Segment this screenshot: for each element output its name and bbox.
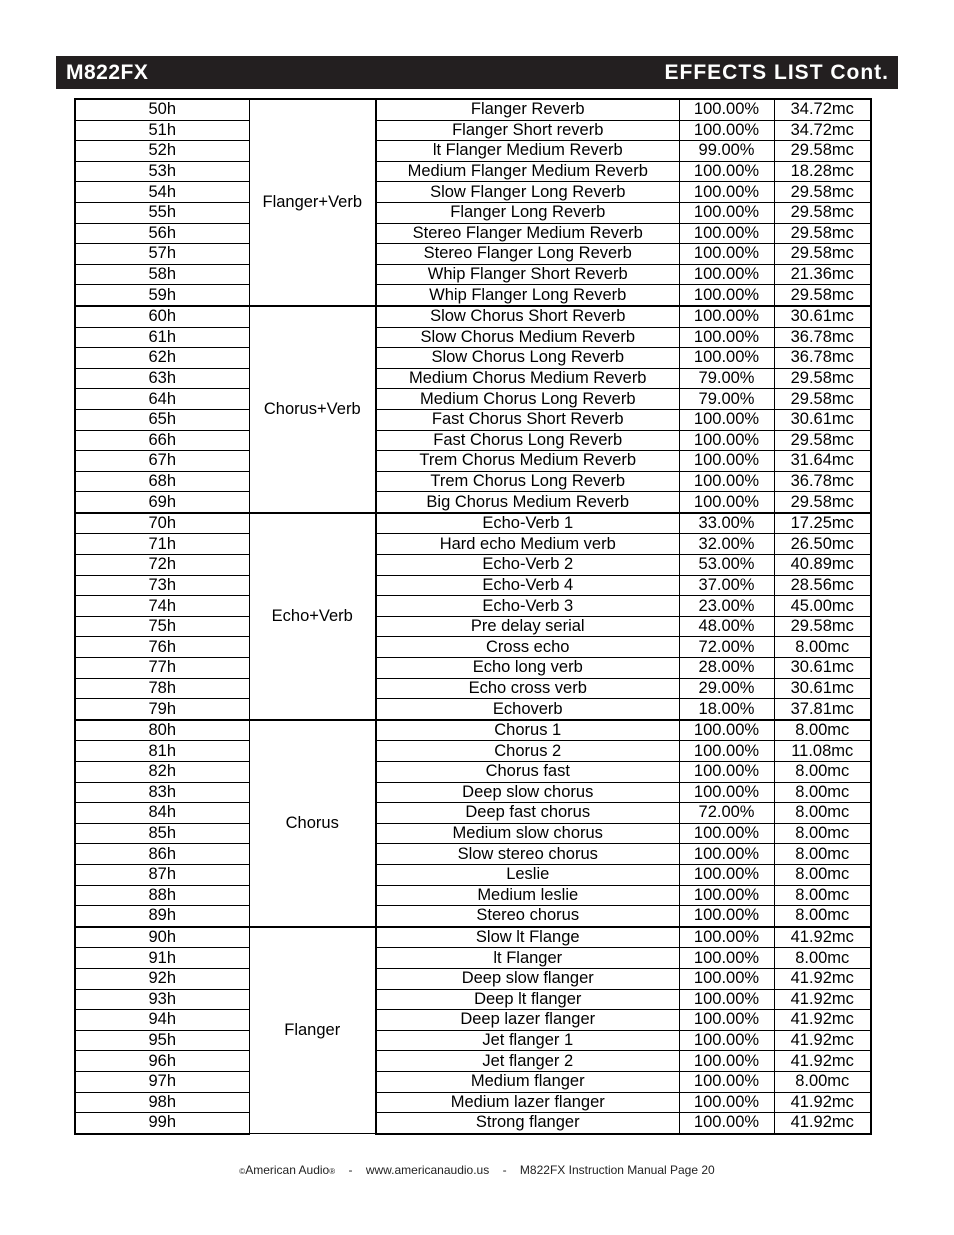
table-row <box>75 1010 871 1031</box>
effect-name-cell: Medium Flanger Medium Reverb <box>376 161 679 182</box>
effect-code-cell: 90h <box>75 927 249 948</box>
effect-code-cell: 83h <box>75 782 249 803</box>
table-row <box>75 720 871 741</box>
effect-code-cell: 68h <box>75 471 249 492</box>
effect-name-cell: Leslie <box>376 864 679 885</box>
table-row <box>75 616 871 637</box>
effect-time-cell: 29.58mc <box>774 430 871 451</box>
page-footer <box>0 1163 954 1177</box>
effect-code-cell: 67h <box>75 451 249 472</box>
effect-name-cell: Stereo Flanger Medium Reverb <box>376 223 679 244</box>
table-row <box>75 596 871 617</box>
effect-category-cell: Echo+Verb <box>249 513 376 720</box>
effect-time-cell: 29.58mc <box>774 616 871 637</box>
effect-name-cell: Deep slow chorus <box>376 782 679 803</box>
table-row <box>75 492 871 513</box>
effect-name-cell: Fast Chorus Long Reverb <box>376 430 679 451</box>
table-row <box>75 348 871 369</box>
effect-code-cell: 85h <box>75 823 249 844</box>
effect-percent-cell: 100.00% <box>679 968 774 989</box>
effect-name-cell: Jet flanger 2 <box>376 1051 679 1072</box>
effect-code-cell: 86h <box>75 844 249 865</box>
effect-category-cell: Chorus+Verb <box>249 306 376 513</box>
effect-percent-cell: 100.00% <box>679 823 774 844</box>
table-row <box>75 782 871 803</box>
effect-name-cell: Whip Flanger Short Reverb <box>376 264 679 285</box>
effect-code-cell: 73h <box>75 575 249 596</box>
effect-code-cell: 82h <box>75 762 249 783</box>
effect-time-cell: 29.58mc <box>774 244 871 265</box>
effect-code-cell: 50h <box>75 99 249 120</box>
table-row <box>75 906 871 927</box>
table-row <box>75 368 871 389</box>
effect-time-cell: 37.81mc <box>774 699 871 720</box>
effect-name-cell: Flanger Long Reverb <box>376 202 679 223</box>
effect-time-cell: 36.78mc <box>774 471 871 492</box>
effect-time-cell: 30.61mc <box>774 409 871 430</box>
effect-code-cell: 97h <box>75 1071 249 1092</box>
effect-percent-cell: 100.00% <box>679 409 774 430</box>
effect-percent-cell: 72.00% <box>679 637 774 658</box>
effect-time-cell: 31.64mc <box>774 451 871 472</box>
table-row <box>75 1030 871 1051</box>
effect-time-cell: 36.78mc <box>774 348 871 369</box>
effect-time-cell: 8.00mc <box>774 1071 871 1092</box>
effect-code-cell: 55h <box>75 202 249 223</box>
effect-percent-cell: 100.00% <box>679 782 774 803</box>
effect-percent-cell: 53.00% <box>679 555 774 576</box>
effect-code-cell: 95h <box>75 1030 249 1051</box>
effect-percent-cell: 100.00% <box>679 885 774 906</box>
effect-percent-cell: 100.00% <box>679 182 774 203</box>
effect-percent-cell: 100.00% <box>679 1071 774 1092</box>
effect-percent-cell: 100.00% <box>679 741 774 762</box>
effect-code-cell: 77h <box>75 658 249 679</box>
table-row <box>75 885 871 906</box>
footer-company: American Audio <box>245 1163 330 1177</box>
table-row <box>75 327 871 348</box>
effect-time-cell: 29.58mc <box>774 368 871 389</box>
table-row <box>75 637 871 658</box>
effect-code-cell: 78h <box>75 678 249 699</box>
effect-name-cell: Big Chorus Medium Reverb <box>376 492 679 513</box>
effect-percent-cell: 100.00% <box>679 927 774 948</box>
effect-code-cell: 87h <box>75 864 249 885</box>
effect-time-cell: 8.00mc <box>774 637 871 658</box>
effect-percent-cell: 79.00% <box>679 368 774 389</box>
effect-percent-cell: 100.00% <box>679 864 774 885</box>
effect-name-cell: Medium leslie <box>376 885 679 906</box>
effect-name-cell: Echo-Verb 2 <box>376 555 679 576</box>
table-row <box>75 285 871 306</box>
table-row <box>75 762 871 783</box>
effect-percent-cell: 100.00% <box>679 285 774 306</box>
effect-time-cell: 40.89mc <box>774 555 871 576</box>
effects-list-table <box>74 98 872 1135</box>
table-row <box>75 389 871 410</box>
table-row <box>75 555 871 576</box>
table-row <box>75 968 871 989</box>
effect-percent-cell: 100.00% <box>679 223 774 244</box>
effect-percent-cell: 100.00% <box>679 492 774 513</box>
effect-percent-cell: 100.00% <box>679 264 774 285</box>
effect-time-cell: 28.56mc <box>774 575 871 596</box>
effect-time-cell: 8.00mc <box>774 782 871 803</box>
effect-name-cell: Echoverb <box>376 699 679 720</box>
effect-name-cell: Medium flanger <box>376 1071 679 1092</box>
effect-percent-cell: 100.00% <box>679 99 774 120</box>
effect-name-cell: Medium Chorus Long Reverb <box>376 389 679 410</box>
effect-percent-cell: 100.00% <box>679 720 774 741</box>
effect-time-cell: 8.00mc <box>774 762 871 783</box>
model-name: M822FX <box>66 61 149 84</box>
effect-percent-cell: 100.00% <box>679 948 774 969</box>
effect-code-cell: 65h <box>75 409 249 430</box>
effect-code-cell: 56h <box>75 223 249 244</box>
effect-time-cell: 26.50mc <box>774 534 871 555</box>
table-row <box>75 534 871 555</box>
effect-code-cell: 72h <box>75 555 249 576</box>
effect-code-cell: 80h <box>75 720 249 741</box>
effect-percent-cell: 100.00% <box>679 327 774 348</box>
effect-time-cell: 45.00mc <box>774 596 871 617</box>
effect-name-cell: Medium lazer flanger <box>376 1092 679 1113</box>
effect-percent-cell: 100.00% <box>679 202 774 223</box>
table-row <box>75 471 871 492</box>
effect-name-cell: Flanger Reverb <box>376 99 679 120</box>
effect-time-cell: 29.58mc <box>774 389 871 410</box>
effect-code-cell: 93h <box>75 989 249 1010</box>
effect-name-cell: lt Flanger <box>376 948 679 969</box>
effect-time-cell: 34.72mc <box>774 99 871 120</box>
effect-name-cell: Slow Chorus Long Reverb <box>376 348 679 369</box>
table-row <box>75 844 871 865</box>
table-row <box>75 202 871 223</box>
effect-category-cell: Flanger+Verb <box>249 99 376 306</box>
table-row <box>75 120 871 141</box>
effect-code-cell: 81h <box>75 741 249 762</box>
effect-code-cell: 66h <box>75 430 249 451</box>
effect-time-cell: 8.00mc <box>774 885 871 906</box>
effect-percent-cell: 99.00% <box>679 141 774 162</box>
effect-name-cell: Slow Chorus Medium Reverb <box>376 327 679 348</box>
table-row <box>75 409 871 430</box>
table-row <box>75 1092 871 1113</box>
effect-name-cell: Whip Flanger Long Reverb <box>376 285 679 306</box>
effect-name-cell: Deep slow flanger <box>376 968 679 989</box>
effect-time-cell: 29.58mc <box>774 182 871 203</box>
effect-time-cell: 29.58mc <box>774 223 871 244</box>
effect-name-cell: Deep fast chorus <box>376 803 679 824</box>
effect-time-cell: 41.92mc <box>774 989 871 1010</box>
effect-name-cell: Deep lt flanger <box>376 989 679 1010</box>
effect-time-cell: 41.92mc <box>774 1051 871 1072</box>
effect-time-cell: 29.58mc <box>774 202 871 223</box>
effect-name-cell: Echo-Verb 3 <box>376 596 679 617</box>
effect-code-cell: 54h <box>75 182 249 203</box>
effect-time-cell: 41.92mc <box>774 927 871 948</box>
table-row <box>75 658 871 679</box>
effect-name-cell: Echo long verb <box>376 658 679 679</box>
effect-code-cell: 64h <box>75 389 249 410</box>
table-row <box>75 1071 871 1092</box>
table-row <box>75 430 871 451</box>
effect-code-cell: 53h <box>75 161 249 182</box>
effect-name-cell: Flanger Short reverb <box>376 120 679 141</box>
effect-percent-cell: 100.00% <box>679 1092 774 1113</box>
table-row <box>75 182 871 203</box>
effect-name-cell: Echo-Verb 4 <box>376 575 679 596</box>
effect-name-cell: Cross echo <box>376 637 679 658</box>
effect-percent-cell: 29.00% <box>679 678 774 699</box>
copyright-symbol: © <box>239 1167 246 1176</box>
effect-percent-cell: 100.00% <box>679 762 774 783</box>
effect-code-cell: 60h <box>75 306 249 327</box>
table-row <box>75 699 871 720</box>
effect-name-cell: Stereo chorus <box>376 906 679 927</box>
effect-code-cell: 61h <box>75 327 249 348</box>
section-header-bar <box>56 56 898 89</box>
effect-code-cell: 58h <box>75 264 249 285</box>
table-row <box>75 306 871 327</box>
effect-time-cell: 34.72mc <box>774 120 871 141</box>
effect-percent-cell: 100.00% <box>679 348 774 369</box>
effect-percent-cell: 23.00% <box>679 596 774 617</box>
effect-percent-cell: 100.00% <box>679 430 774 451</box>
table-row <box>75 141 871 162</box>
effect-percent-cell: 100.00% <box>679 1010 774 1031</box>
effect-name-cell: Chorus 1 <box>376 720 679 741</box>
effect-time-cell: 17.25mc <box>774 513 871 534</box>
effect-percent-cell: 18.00% <box>679 699 774 720</box>
effect-code-cell: 76h <box>75 637 249 658</box>
effect-time-cell: 11.08mc <box>774 741 871 762</box>
effect-code-cell: 52h <box>75 141 249 162</box>
effect-time-cell: 29.58mc <box>774 492 871 513</box>
effect-time-cell: 41.92mc <box>774 1010 871 1031</box>
effect-time-cell: 8.00mc <box>774 803 871 824</box>
registered-symbol: ® <box>329 1167 336 1176</box>
table-row <box>75 1051 871 1072</box>
effect-percent-cell: 100.00% <box>679 1051 774 1072</box>
effect-time-cell: 29.58mc <box>774 285 871 306</box>
effect-code-cell: 88h <box>75 885 249 906</box>
effect-percent-cell: 79.00% <box>679 389 774 410</box>
effect-percent-cell: 100.00% <box>679 844 774 865</box>
section-title: EFFECTS LIST Cont. <box>664 61 889 84</box>
effect-percent-cell: 28.00% <box>679 658 774 679</box>
table-row <box>75 451 871 472</box>
effect-time-cell: 41.92mc <box>774 1030 871 1051</box>
effect-percent-cell: 100.00% <box>679 306 774 327</box>
table-row <box>75 678 871 699</box>
table-row <box>75 741 871 762</box>
effect-time-cell: 30.61mc <box>774 678 871 699</box>
effect-name-cell: Deep lazer flanger <box>376 1010 679 1031</box>
effect-time-cell: 41.92mc <box>774 968 871 989</box>
effect-code-cell: 62h <box>75 348 249 369</box>
effect-time-cell: 21.36mc <box>774 264 871 285</box>
effect-percent-cell: 33.00% <box>679 513 774 534</box>
effect-name-cell: Hard echo Medium verb <box>376 534 679 555</box>
effect-name-cell: Slow Chorus Short Reverb <box>376 306 679 327</box>
table-row <box>75 948 871 969</box>
footer-manual-page: M822FX Instruction Manual Page 20 <box>519 1163 715 1177</box>
effect-percent-cell: 72.00% <box>679 803 774 824</box>
effect-time-cell: 30.61mc <box>774 306 871 327</box>
table-row <box>75 244 871 265</box>
effect-percent-cell: 100.00% <box>679 471 774 492</box>
effect-name-cell: Chorus fast <box>376 762 679 783</box>
effect-code-cell: 69h <box>75 492 249 513</box>
effect-code-cell: 89h <box>75 906 249 927</box>
effect-code-cell: 63h <box>75 368 249 389</box>
effect-time-cell: 29.58mc <box>774 141 871 162</box>
effect-category-cell: Flanger <box>249 927 376 1134</box>
effect-percent-cell: 37.00% <box>679 575 774 596</box>
footer-website: www.americanaudio.us <box>365 1163 490 1177</box>
effect-name-cell: Stereo Flanger Long Reverb <box>376 244 679 265</box>
effect-percent-cell: 100.00% <box>679 989 774 1010</box>
effect-code-cell: 57h <box>75 244 249 265</box>
effect-name-cell: Pre delay serial <box>376 616 679 637</box>
table-row <box>75 575 871 596</box>
effects-table-body <box>75 99 871 1134</box>
effect-percent-cell: 100.00% <box>679 161 774 182</box>
table-row <box>75 864 871 885</box>
effect-time-cell: 8.00mc <box>774 948 871 969</box>
effect-code-cell: 84h <box>75 803 249 824</box>
table-row <box>75 1113 871 1134</box>
effect-time-cell: 8.00mc <box>774 864 871 885</box>
footer-separator: - <box>502 1163 507 1177</box>
effect-name-cell: Echo cross verb <box>376 678 679 699</box>
table-row <box>75 803 871 824</box>
effect-percent-cell: 100.00% <box>679 1113 774 1134</box>
effect-name-cell: Medium Chorus Medium Reverb <box>376 368 679 389</box>
table-row <box>75 927 871 948</box>
effect-code-cell: 51h <box>75 120 249 141</box>
table-row <box>75 513 871 534</box>
effect-name-cell: Jet flanger 1 <box>376 1030 679 1051</box>
effect-name-cell: Echo-Verb 1 <box>376 513 679 534</box>
table-row <box>75 264 871 285</box>
effect-code-cell: 94h <box>75 1010 249 1031</box>
effect-time-cell: 36.78mc <box>774 327 871 348</box>
effect-name-cell: Trem Chorus Long Reverb <box>376 471 679 492</box>
table-row <box>75 161 871 182</box>
effect-time-cell: 41.92mc <box>774 1092 871 1113</box>
effect-percent-cell: 100.00% <box>679 244 774 265</box>
effect-category-cell: Chorus <box>249 720 376 927</box>
effect-code-cell: 74h <box>75 596 249 617</box>
effect-name-cell: Slow Flanger Long Reverb <box>376 182 679 203</box>
effect-time-cell: 8.00mc <box>774 823 871 844</box>
table-row <box>75 989 871 1010</box>
effect-code-cell: 79h <box>75 699 249 720</box>
effect-percent-cell: 100.00% <box>679 451 774 472</box>
effect-time-cell: 8.00mc <box>774 844 871 865</box>
effect-time-cell: 8.00mc <box>774 906 871 927</box>
effect-code-cell: 92h <box>75 968 249 989</box>
table-row <box>75 223 871 244</box>
effect-name-cell: Fast Chorus Short Reverb <box>376 409 679 430</box>
effect-name-cell: Slow stereo chorus <box>376 844 679 865</box>
effect-code-cell: 75h <box>75 616 249 637</box>
effect-code-cell: 91h <box>75 948 249 969</box>
effect-percent-cell: 100.00% <box>679 906 774 927</box>
effects-table-container <box>74 98 870 1135</box>
effect-name-cell: Medium slow chorus <box>376 823 679 844</box>
table-row <box>75 823 871 844</box>
effect-time-cell: 41.92mc <box>774 1113 871 1134</box>
effect-time-cell: 30.61mc <box>774 658 871 679</box>
effect-name-cell: lt Flanger Medium Reverb <box>376 141 679 162</box>
effect-percent-cell: 100.00% <box>679 1030 774 1051</box>
effect-percent-cell: 100.00% <box>679 120 774 141</box>
effect-code-cell: 70h <box>75 513 249 534</box>
table-row <box>75 99 871 120</box>
footer-separator: - <box>348 1163 353 1177</box>
effect-code-cell: 59h <box>75 285 249 306</box>
effect-code-cell: 96h <box>75 1051 249 1072</box>
effect-percent-cell: 32.00% <box>679 534 774 555</box>
effect-time-cell: 8.00mc <box>774 720 871 741</box>
effect-name-cell: Slow lt Flange <box>376 927 679 948</box>
effect-time-cell: 18.28mc <box>774 161 871 182</box>
effect-name-cell: Chorus 2 <box>376 741 679 762</box>
effect-code-cell: 71h <box>75 534 249 555</box>
effect-code-cell: 99h <box>75 1113 249 1134</box>
effect-code-cell: 98h <box>75 1092 249 1113</box>
effect-name-cell: Trem Chorus Medium Reverb <box>376 451 679 472</box>
effect-percent-cell: 48.00% <box>679 616 774 637</box>
effect-name-cell: Strong flanger <box>376 1113 679 1134</box>
